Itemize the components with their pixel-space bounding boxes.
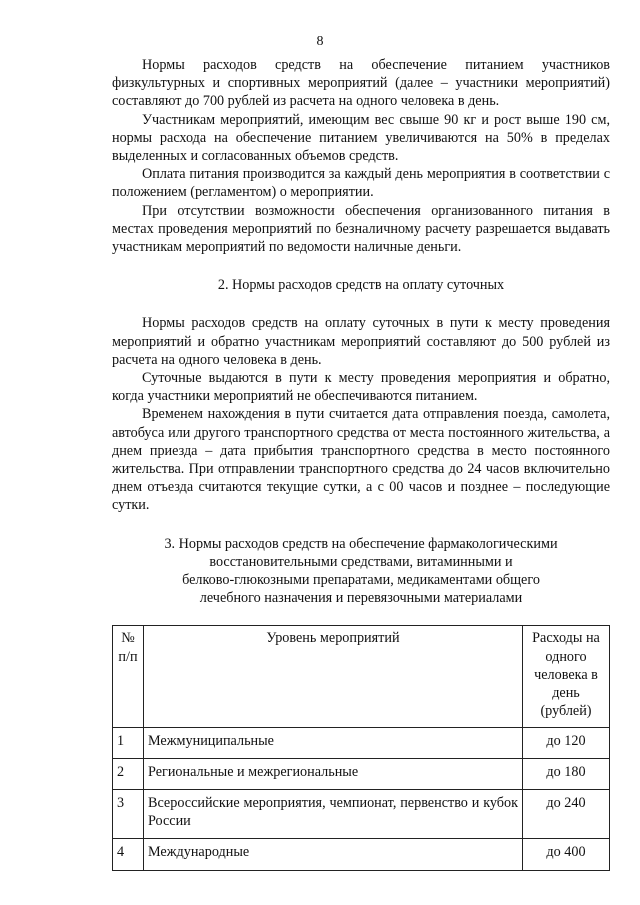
header-num: № п/п	[113, 626, 144, 727]
section-heading	[112, 535, 610, 608]
row-cost: до 180	[523, 758, 610, 789]
header-cost: Расходы на одного человека в день (рублей)	[523, 626, 610, 727]
row-cost: до 120	[523, 727, 610, 758]
section-heading: 2. Нормы расходов средств на оплату суточных	[217, 277, 505, 294]
paragraph: Нормы расходов средств на обеспечение питанием участников физкультурных и спортивных мероприятий (далее – участники мероприятий) составляют до 700 рублей из расчета на одного человека в день.	[112, 57, 610, 110]
row-num: 3	[113, 789, 144, 838]
table-row	[113, 789, 610, 838]
table-row	[113, 758, 610, 789]
section-heading-line: белково-глюкозными препаратами, медикаментами общего	[182, 572, 540, 589]
row-level: Международные	[144, 839, 523, 870]
table-row	[113, 839, 610, 870]
costs-table	[112, 625, 610, 870]
row-level: Всероссийские мероприятия, чемпионат, первенство и кубок России	[144, 789, 523, 838]
section-heading-line: лечебного назначения и перевязочными материалами	[199, 590, 523, 607]
row-level: Межмуниципальные	[144, 727, 523, 758]
section-heading-line: восстановительными средствами, витаминными и	[209, 553, 513, 570]
row-cost: до 400	[523, 839, 610, 870]
paragraph: Суточные выдаются в пути к месту проведения мероприятия и обратно, когда участники мероприятий не обеспечиваются питанием.	[112, 370, 610, 405]
paragraph: При отсутствии возможности обеспечения организованного питания в местах проведения мероприятий по безналичному расчету разрешается выдавать участникам мероприятий по ведомости наличные деньги.	[112, 202, 610, 256]
row-level: Региональные и межрегиональные	[144, 758, 523, 789]
paragraph: Нормы расходов средств на оплату суточных в пути к месту проведения мероприятий и обратно участникам мероприятий составляют до 500 рублей из расчета на одного человека в день.	[112, 315, 610, 368]
page-number: 8	[316, 34, 324, 49]
paragraph: Оплата питания производится за каждый день мероприятия в соответствии с положением (регламентом) о мероприятии.	[112, 166, 610, 201]
table-row	[113, 727, 610, 758]
row-cost: до 240	[523, 789, 610, 838]
row-num: 4	[113, 839, 144, 870]
paragraph: Временем нахождения в пути считается дата отправления поезда, самолета, автобуса или другого транспортного средства от места постоянного жительства, а днем приезда – дата прибытия транспортного средства в место постоянного жительства. При отправлении транспортного средства до 24 часов включительно днем отъезда считаются текущие сутки, а с 00 часов и позднее – последующие сутки.	[112, 406, 610, 514]
paragraph: Участникам мероприятий, имеющим вес свыше 90 кг и рост выше 190 см, нормы расхода на обеспечение питанием увеличиваются на 50% в пределах выделенных и согласованных объемов средств.	[112, 111, 610, 165]
row-num: 2	[113, 758, 144, 789]
header-level: Уровень мероприятий	[144, 626, 523, 727]
document-body	[112, 56, 610, 871]
row-num: 1	[113, 727, 144, 758]
table-header-row	[113, 626, 610, 727]
section-heading-line: 3. Нормы расходов средств на обеспечение фармакологическими	[164, 535, 558, 552]
